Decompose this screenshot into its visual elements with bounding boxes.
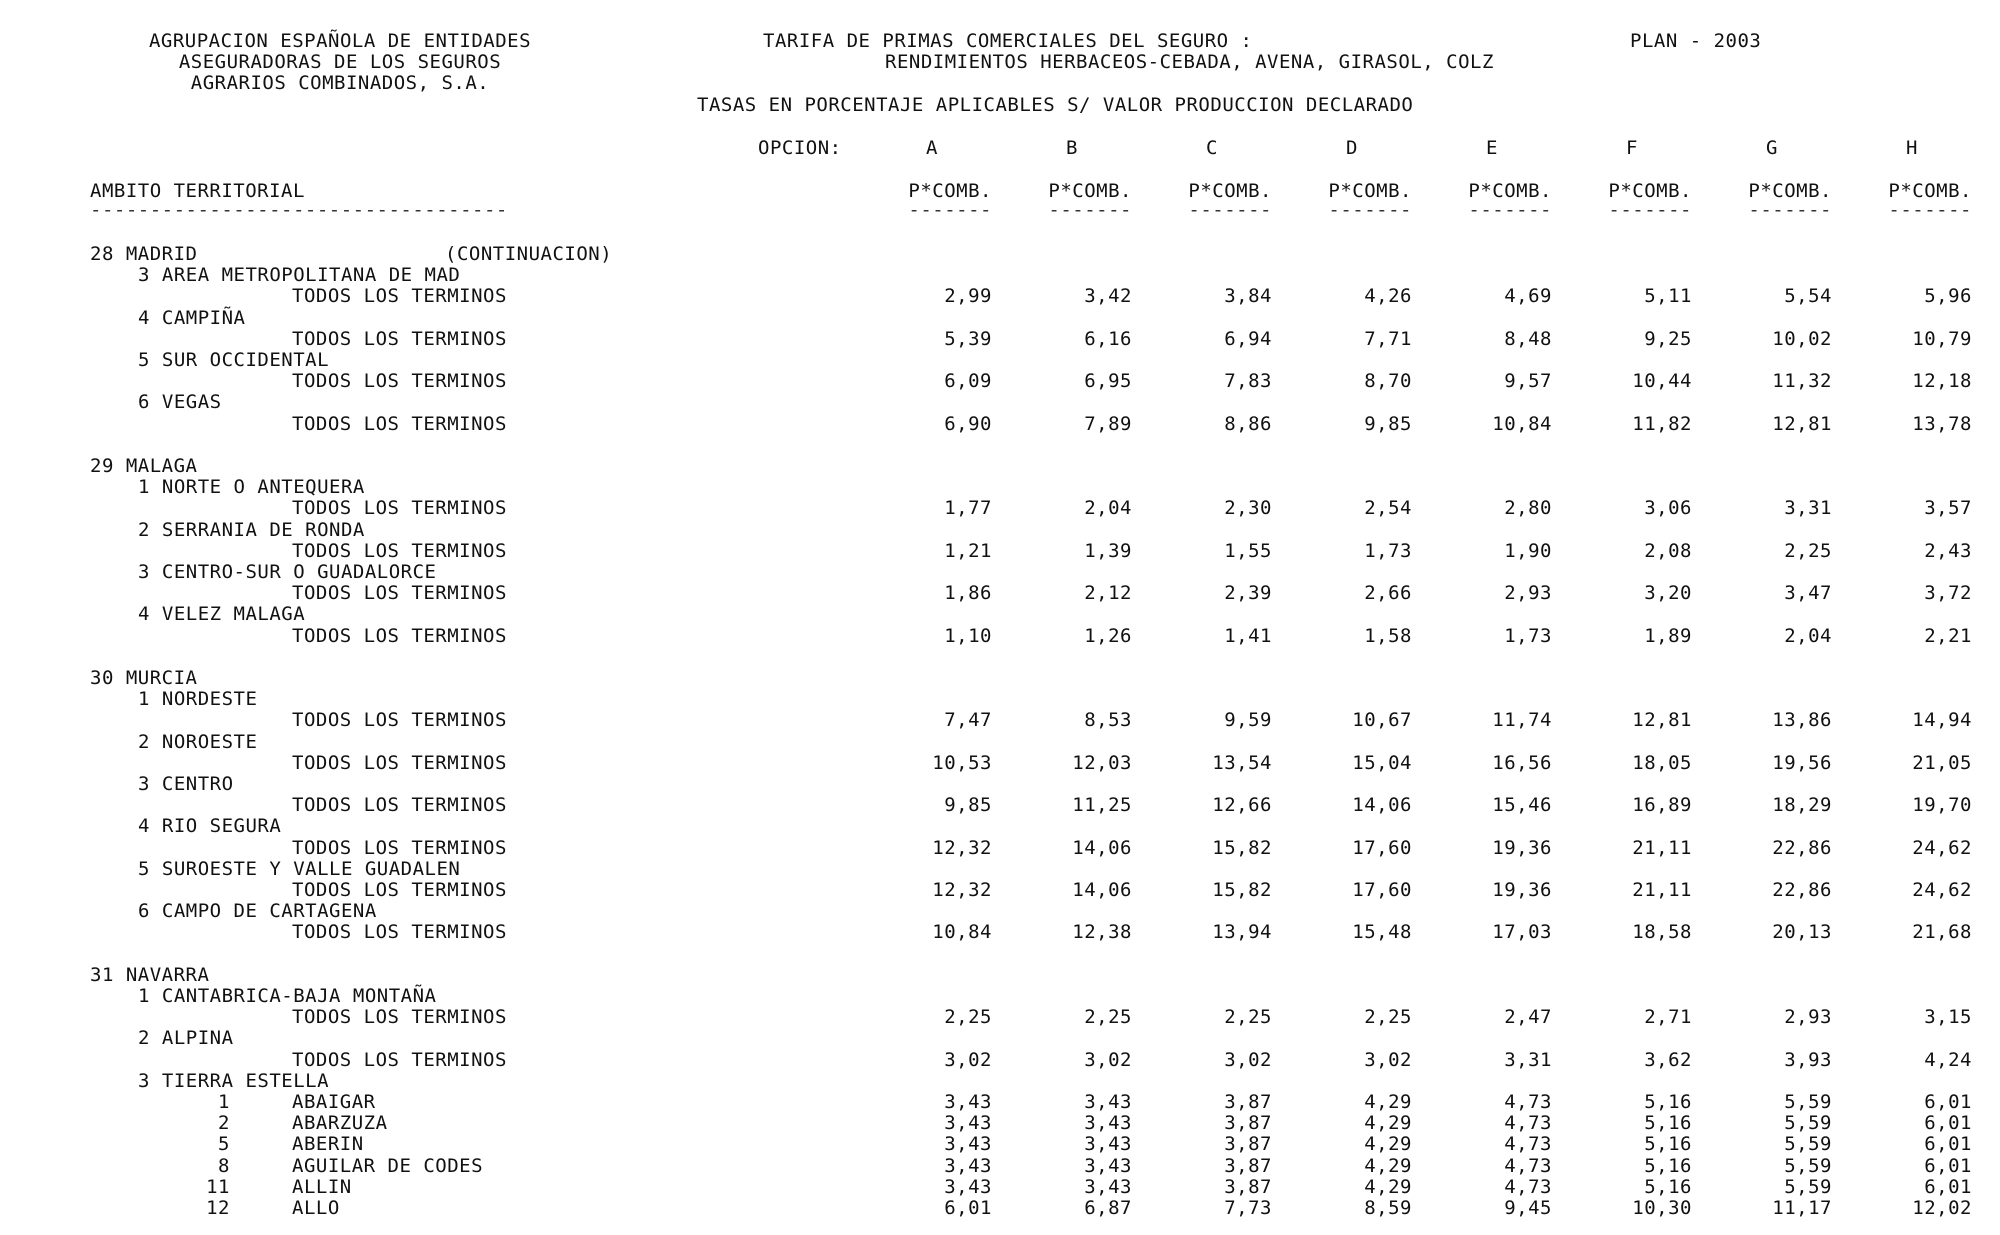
rate-cell: 3,87 [1224, 1112, 1272, 1135]
ambito-territorial-header: AMBITO TERRITORIAL [90, 180, 305, 202]
province-name: 29 MALAGA [90, 455, 198, 477]
comarca-name: 2 ALPINA [138, 1027, 234, 1050]
column-underline: ------- [1888, 199, 1972, 221]
rate-cell: 5,16 [1644, 1154, 1692, 1177]
rate-cell: 10,30 [1632, 1197, 1692, 1219]
municipality-number: 1 [218, 1091, 230, 1113]
column-header: P*COMB. [1328, 180, 1412, 202]
rate-cell: 7,71 [1364, 327, 1412, 350]
rate-cell: 2,99 [944, 285, 992, 308]
rate-cell: 19,36 [1492, 879, 1552, 901]
rate-cell: 12,81 [1772, 412, 1832, 435]
column-underline: ------- [908, 199, 992, 221]
comarca-name: 2 SERRANIA DE RONDA [138, 518, 365, 541]
rate-cell: 21,11 [1632, 836, 1692, 859]
municipality-number: 8 [218, 1154, 230, 1177]
rate-cell: 2,25 [1084, 1006, 1132, 1029]
rate-cell: 2,39 [1224, 582, 1272, 605]
rate-cell: 9,59 [1224, 709, 1272, 732]
option-letter: F [1626, 137, 1638, 159]
rate-cell: 6,01 [1924, 1154, 1972, 1177]
rate-cell: 1,41 [1224, 624, 1272, 647]
comarca-name: 1 NORTE O ANTEQUERA [138, 476, 365, 499]
rate-cell: 3,02 [944, 1048, 992, 1071]
comarca-name: 4 RIO SEGURA [138, 815, 282, 838]
municipality-number: 2 [218, 1112, 230, 1135]
org-line-2: ASEGURADORAS DE LOS SEGUROS [178, 51, 502, 73]
term-label: TODOS LOS TERMINOS [292, 879, 507, 901]
column-underline: ------- [1188, 199, 1272, 221]
rate-cell: 3,43 [1084, 1091, 1132, 1113]
rate-cell: 1,73 [1504, 624, 1552, 647]
rate-cell: 6,16 [1084, 327, 1132, 350]
rate-cell: 11,82 [1632, 412, 1692, 435]
rate-cell: 2,25 [1364, 1006, 1412, 1029]
rate-cell: 24,62 [1912, 836, 1972, 859]
rate-cell: 14,06 [1072, 879, 1132, 901]
rate-cell: 7,89 [1084, 412, 1132, 435]
rate-cell: 3,87 [1224, 1175, 1272, 1198]
rate-cell: 4,73 [1504, 1091, 1552, 1113]
rate-cell: 6,95 [1084, 370, 1132, 393]
rate-cell: 19,70 [1912, 794, 1972, 817]
term-label: TODOS LOS TERMINOS [292, 921, 507, 944]
term-label: TODOS LOS TERMINOS [292, 370, 507, 393]
rate-cell: 12,66 [1212, 794, 1272, 817]
rate-cell: 2,43 [1924, 539, 1972, 562]
rate-cell: 8,48 [1504, 327, 1552, 350]
rate-cell: 4,73 [1504, 1112, 1552, 1135]
rate-cell: 17,60 [1352, 836, 1412, 859]
comarca-name: 5 SUR OCCIDENTAL [138, 349, 330, 371]
rate-cell: 3,20 [1644, 582, 1692, 605]
rate-cell: 4,26 [1364, 285, 1412, 308]
rate-cell: 17,60 [1352, 879, 1412, 901]
comarca-name: 4 VELEZ MALAGA [138, 603, 306, 626]
rate-cell: 9,85 [944, 794, 992, 817]
rate-cell: 12,18 [1912, 370, 1972, 393]
plan-label: PLAN - 2003 [1630, 30, 1762, 52]
rate-cell: 6,87 [1084, 1197, 1132, 1219]
rate-cell: 11,17 [1772, 1197, 1832, 1219]
rate-cell: 8,59 [1364, 1197, 1412, 1219]
term-label: TODOS LOS TERMINOS [292, 751, 507, 774]
rate-cell: 2,47 [1504, 1006, 1552, 1029]
rate-cell: 10,44 [1632, 370, 1692, 393]
rate-cell: 2,30 [1224, 497, 1272, 520]
rate-cell: 22,86 [1772, 836, 1832, 859]
rate-cell: 3,43 [944, 1112, 992, 1135]
rate-cell: 15,82 [1212, 879, 1272, 901]
comarca-name: 5 SUROESTE Y VALLE GUADALEN [138, 857, 461, 880]
rate-cell: 8,86 [1224, 412, 1272, 435]
rate-cell: 2,08 [1644, 539, 1692, 562]
municipality-number: 12 [206, 1197, 230, 1219]
rate-cell: 10,02 [1772, 327, 1832, 350]
rate-cell: 5,59 [1784, 1091, 1832, 1113]
rate-cell: 3,43 [1084, 1112, 1132, 1135]
rate-cell: 15,04 [1352, 751, 1412, 774]
rate-cell: 6,01 [1924, 1112, 1972, 1135]
rate-cell: 4,73 [1504, 1154, 1552, 1177]
rate-cell: 17,03 [1492, 921, 1552, 944]
rate-cell: 3,31 [1784, 497, 1832, 520]
term-label: TODOS LOS TERMINOS [292, 539, 507, 562]
rate-cell: 2,12 [1084, 582, 1132, 605]
rate-cell: 12,38 [1072, 921, 1132, 944]
rate-cell: 4,29 [1364, 1154, 1412, 1177]
rate-cell: 2,25 [944, 1006, 992, 1029]
rate-cell: 3,87 [1224, 1154, 1272, 1177]
rate-cell: 10,84 [932, 921, 992, 944]
rate-cell: 3,43 [1084, 1175, 1132, 1198]
comarca-name: 6 VEGAS [138, 391, 222, 414]
rate-cell: 3,06 [1644, 497, 1692, 520]
rate-cell: 3,93 [1784, 1048, 1832, 1071]
rate-cell: 14,06 [1352, 794, 1412, 817]
rate-cell: 2,25 [1784, 539, 1832, 562]
rate-cell: 3,84 [1224, 285, 1272, 308]
rate-cell: 3,42 [1084, 285, 1132, 308]
rate-cell: 15,48 [1352, 921, 1412, 944]
rate-cell: 4,29 [1364, 1091, 1412, 1113]
rate-cell: 9,45 [1504, 1197, 1552, 1219]
comarca-name: 1 NORDESTE [138, 688, 258, 711]
column-header: P*COMB. [908, 180, 992, 202]
rate-cell: 6,01 [1924, 1091, 1972, 1113]
column-underline: ------- [1748, 199, 1832, 221]
comarca-name: 1 CANTABRICA-BAJA MONTAÑA [138, 985, 437, 1007]
rate-cell: 20,13 [1772, 921, 1832, 944]
option-letter: B [1066, 137, 1078, 159]
rate-cell: 13,54 [1212, 751, 1272, 774]
column-underline: ------- [1608, 199, 1692, 221]
rate-cell: 1,77 [944, 497, 992, 520]
option-letter: C [1206, 137, 1218, 159]
rate-cell: 9,85 [1364, 412, 1412, 435]
rate-cell: 13,78 [1912, 412, 1972, 435]
rate-cell: 3,02 [1364, 1048, 1412, 1071]
municipality-number: 5 [218, 1133, 230, 1156]
rate-cell: 18,29 [1772, 794, 1832, 817]
column-header: P*COMB. [1748, 180, 1832, 202]
option-letter: G [1766, 137, 1778, 159]
term-label: TODOS LOS TERMINOS [292, 794, 507, 817]
rate-cell: 11,32 [1772, 370, 1832, 393]
municipality-name: ALLIN [292, 1175, 352, 1198]
term-label: TODOS LOS TERMINOS [292, 582, 507, 605]
rate-cell: 2,71 [1644, 1006, 1692, 1029]
rate-cell: 2,80 [1504, 497, 1552, 520]
option-letter: H [1906, 137, 1918, 159]
comarca-name: 3 CENTRO-SUR O GUADALORCE [138, 561, 437, 583]
column-header: P*COMB. [1888, 180, 1972, 202]
rate-cell: 21,68 [1912, 921, 1972, 944]
rate-cell: 1,90 [1504, 539, 1552, 562]
rate-cell: 14,94 [1912, 709, 1972, 732]
rate-cell: 4,73 [1504, 1133, 1552, 1156]
column-header: P*COMB. [1048, 180, 1132, 202]
rate-cell: 2,21 [1924, 624, 1972, 647]
rate-cell: 3,62 [1644, 1048, 1692, 1071]
province-name: 28 MADRID [90, 243, 198, 265]
municipality-number: 11 [206, 1175, 230, 1198]
rate-cell: 21,11 [1632, 879, 1692, 901]
rate-cell: 10,53 [932, 751, 992, 774]
rate-cell: 1,89 [1644, 624, 1692, 647]
rate-cell: 12,32 [932, 836, 992, 859]
tariff-crop-title: RENDIMIENTOS HERBACEOS-CEBADA, AVENA, GIRASOL, COLZ [885, 51, 1494, 73]
term-label: TODOS LOS TERMINOS [292, 836, 507, 859]
comarca-name: 3 AREA METROPOLITANA DE MAD [138, 264, 461, 287]
rate-cell: 15,82 [1212, 836, 1272, 859]
rate-cell: 10,84 [1492, 412, 1552, 435]
rate-cell: 3,31 [1504, 1048, 1552, 1071]
rate-cell: 6,09 [944, 370, 992, 393]
rate-cell: 7,83 [1224, 370, 1272, 393]
municipality-name: ABARZUZA [292, 1112, 388, 1135]
rate-cell: 5,59 [1784, 1133, 1832, 1156]
rates-subtitle: TASAS EN PORCENTAJE APLICABLES S/ VALOR PRODUCCION DECLARADO [697, 94, 1414, 116]
rate-cell: 2,04 [1784, 624, 1832, 647]
comarca-name: 6 CAMPO DE CARTAGENA [138, 900, 377, 923]
rate-cell: 8,53 [1084, 709, 1132, 732]
rate-cell: 3,43 [1084, 1154, 1132, 1177]
rate-cell: 3,43 [944, 1175, 992, 1198]
rate-cell: 6,94 [1224, 327, 1272, 350]
comarca-name: 3 TIERRA ESTELLA [138, 1069, 330, 1092]
term-label: TODOS LOS TERMINOS [292, 1006, 507, 1029]
rate-cell: 24,62 [1912, 879, 1972, 901]
column-underline: ------- [1328, 199, 1412, 221]
rate-cell: 4,73 [1504, 1175, 1552, 1198]
column-underline: ------- [1048, 199, 1132, 221]
org-line-1: AGRUPACION ESPAÑOLA DE ENTIDADES [148, 30, 532, 52]
rate-cell: 3,47 [1784, 582, 1832, 605]
rate-cell: 3,15 [1924, 1006, 1972, 1029]
rate-cell: 4,29 [1364, 1112, 1412, 1135]
option-letter: E [1486, 137, 1498, 159]
rate-cell: 5,11 [1644, 285, 1692, 308]
rate-cell: 3,43 [944, 1154, 992, 1177]
rate-cell: 7,47 [944, 709, 992, 732]
rate-cell: 18,58 [1632, 921, 1692, 944]
rate-cell: 6,01 [944, 1197, 992, 1219]
rate-cell: 7,73 [1224, 1197, 1272, 1219]
rate-cell: 19,56 [1772, 751, 1832, 774]
rate-cell: 4,29 [1364, 1175, 1412, 1198]
rate-cell: 5,16 [1644, 1091, 1692, 1113]
rate-cell: 5,16 [1644, 1175, 1692, 1198]
rate-cell: 15,46 [1492, 794, 1552, 817]
municipality-name: ABERIN [292, 1133, 364, 1156]
rate-cell: 12,03 [1072, 751, 1132, 774]
province-name: 30 MURCIA [90, 667, 198, 689]
rate-cell: 5,59 [1784, 1112, 1832, 1135]
rate-cell: 1,86 [944, 582, 992, 605]
ambito-underline: ----------------------------------- [90, 199, 508, 221]
province-name: 31 NAVARRA [90, 963, 210, 986]
term-label: TODOS LOS TERMINOS [292, 497, 507, 520]
term-label: TODOS LOS TERMINOS [292, 709, 507, 732]
municipality-name: ABAIGAR [292, 1091, 376, 1113]
rate-cell: 11,74 [1492, 709, 1552, 732]
municipality-name: AGUILAR DE CODES [292, 1154, 484, 1177]
municipality-name: ALLO [292, 1197, 340, 1219]
rate-cell: 22,86 [1772, 879, 1832, 901]
rate-cell: 2,66 [1364, 582, 1412, 605]
rate-cell: 10,79 [1912, 327, 1972, 350]
rate-cell: 2,25 [1224, 1006, 1272, 1029]
rate-cell: 14,06 [1072, 836, 1132, 859]
rate-cell: 3,57 [1924, 497, 1972, 520]
term-label: TODOS LOS TERMINOS [292, 412, 507, 435]
org-line-3: AGRARIOS COMBINADOS, S.A. [190, 72, 490, 94]
rate-cell: 1,10 [944, 624, 992, 647]
rate-cell: 2,93 [1784, 1006, 1832, 1029]
continuation-label: (CONTINUACION) [445, 243, 613, 265]
rate-cell: 5,96 [1924, 285, 1972, 308]
rate-cell: 1,73 [1364, 539, 1412, 562]
rate-cell: 3,02 [1224, 1048, 1272, 1071]
rate-cell: 3,43 [944, 1091, 992, 1113]
rate-cell: 16,56 [1492, 751, 1552, 774]
option-letter: A [926, 137, 938, 159]
comarca-name: 4 CAMPIÑA [138, 306, 246, 329]
rate-cell: 3,43 [1084, 1133, 1132, 1156]
rate-cell: 13,94 [1212, 921, 1272, 944]
opcion-label: OPCION: [758, 137, 842, 159]
rate-cell: 1,26 [1084, 624, 1132, 647]
rate-cell: 5,16 [1644, 1112, 1692, 1135]
rate-cell: 6,90 [944, 412, 992, 435]
rate-cell: 3,02 [1084, 1048, 1132, 1071]
rate-cell: 5,16 [1644, 1133, 1692, 1156]
rate-cell: 3,87 [1224, 1091, 1272, 1113]
rate-cell: 1,55 [1224, 539, 1272, 562]
column-header: P*COMB. [1468, 180, 1552, 202]
rate-cell: 11,25 [1072, 794, 1132, 817]
rate-cell: 2,04 [1084, 497, 1132, 520]
rate-cell: 4,24 [1924, 1048, 1972, 1071]
rate-cell: 5,59 [1784, 1154, 1832, 1177]
column-header: P*COMB. [1188, 180, 1272, 202]
rate-cell: 5,39 [944, 327, 992, 350]
rate-cell: 18,05 [1632, 751, 1692, 774]
column-header: P*COMB. [1608, 180, 1692, 202]
rate-cell: 12,32 [932, 879, 992, 901]
rate-cell: 6,01 [1924, 1133, 1972, 1156]
rate-cell: 2,93 [1504, 582, 1552, 605]
rate-cell: 9,57 [1504, 370, 1552, 393]
rate-cell: 21,05 [1912, 751, 1972, 774]
rate-cell: 1,21 [944, 539, 992, 562]
rate-cell: 8,70 [1364, 370, 1412, 393]
rate-cell: 12,81 [1632, 709, 1692, 732]
rate-cell: 10,67 [1352, 709, 1412, 732]
rate-cell: 4,29 [1364, 1133, 1412, 1156]
rate-cell: 19,36 [1492, 836, 1552, 859]
rate-cell: 9,25 [1644, 327, 1692, 350]
rate-cell: 6,01 [1924, 1175, 1972, 1198]
rate-cell: 3,72 [1924, 582, 1972, 605]
rate-cell: 1,58 [1364, 624, 1412, 647]
rate-cell: 13,86 [1772, 709, 1832, 732]
rate-cell: 5,59 [1784, 1175, 1832, 1198]
rate-cell: 4,69 [1504, 285, 1552, 308]
term-label: TODOS LOS TERMINOS [292, 624, 507, 647]
rate-cell: 12,02 [1912, 1197, 1972, 1219]
option-letter: D [1346, 137, 1358, 159]
comarca-name: 2 NOROESTE [138, 730, 258, 753]
rate-cell: 2,54 [1364, 497, 1412, 520]
term-label: TODOS LOS TERMINOS [292, 285, 507, 308]
rate-cell: 5,54 [1784, 285, 1832, 308]
term-label: TODOS LOS TERMINOS [292, 327, 507, 350]
term-label: TODOS LOS TERMINOS [292, 1048, 507, 1071]
comarca-name: 3 CENTRO [138, 773, 234, 795]
tariff-title: TARIFA DE PRIMAS COMERCIALES DEL SEGURO : [763, 30, 1253, 52]
rate-cell: 3,43 [944, 1133, 992, 1156]
column-underline: ------- [1468, 199, 1552, 221]
rate-cell: 1,39 [1084, 539, 1132, 562]
rate-cell: 16,89 [1632, 794, 1692, 817]
rate-cell: 3,87 [1224, 1133, 1272, 1156]
